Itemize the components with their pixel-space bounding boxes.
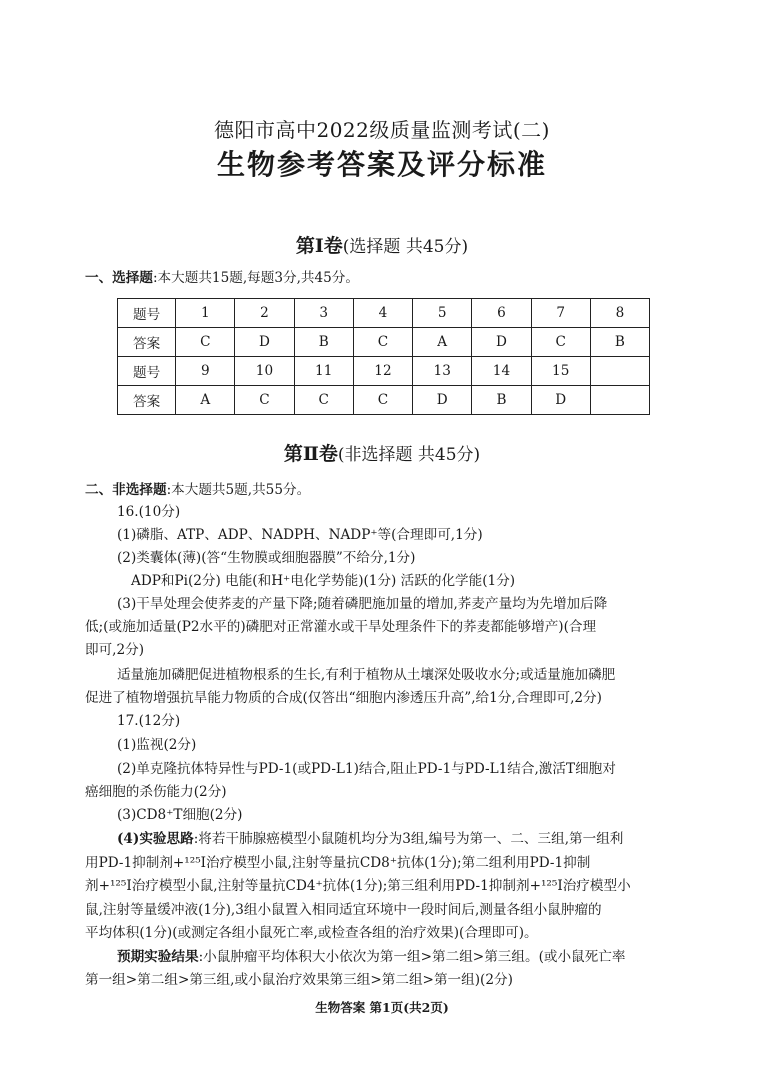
table-cell: C [176, 328, 235, 357]
table-cell: 1 [176, 299, 235, 328]
q17-line: 用PD-1抑制剂+¹²⁵I治疗模型小鼠,注射等量抗CD8⁺抗体(1分);第二组利用PD-1抑制 [85, 855, 591, 871]
q17-line-text: :将若干肺腺癌模型小鼠随机均分为3组,编号为第一、二、三组,第一组利 [193, 831, 624, 847]
table-row [118, 299, 650, 328]
page-footer: 生物答案 第1页(共2页) [315, 1000, 449, 1015]
table-cell: C [531, 328, 590, 357]
q17-line [117, 945, 625, 965]
q17-line [117, 827, 623, 847]
table-cell: A [413, 328, 472, 357]
q16-header: 16.(10分) [117, 504, 181, 520]
table-cell: 5 [413, 299, 472, 328]
part1-intro [85, 266, 359, 286]
q17-line: 平均体积(1分)(或测定各组小鼠死亡率,或检查各组的治疗效果)(合理即可)。 [85, 925, 538, 941]
part1-heading-main: 第Ⅰ卷 [295, 235, 343, 257]
q17-line: 癌细胞的杀伤能力(2分) [85, 784, 227, 800]
table-cell: 3 [294, 299, 353, 328]
table-cell: 6 [472, 299, 531, 328]
table-cell: B [294, 328, 353, 357]
q16-line: 低;(或施加适量(P2水平的)磷肥对正常灌水或干旱处理条件下的荞麦都能够增产)(合理 [85, 619, 597, 635]
part2-intro [85, 478, 310, 498]
q16-line: (1)磷脂、ATP、ADP、NADPH、NADP⁺等(合理即可,1分) [117, 527, 483, 543]
table-cell [590, 386, 649, 415]
q17-line-text: :小鼠肿瘤平均体积大小依次为第一组>第二组>第三组。(或小鼠死亡率 [198, 949, 626, 965]
table-cell: 12 [353, 357, 412, 386]
table-cell: B [472, 386, 531, 415]
table-cell: 题号 [118, 299, 176, 328]
q17-line: (2)单克隆抗体特异性与PD-1(或PD-L1)结合,阻止PD-1与PD-L1结合,激活T细胞对 [117, 761, 616, 777]
part2-heading [0, 439, 764, 466]
part1-heading [0, 231, 764, 258]
table-cell: D [472, 328, 531, 357]
table-row [118, 386, 650, 415]
q17-header: 17.(12分) [117, 713, 181, 729]
table-cell: 9 [176, 357, 235, 386]
q16-line: ADP和Pi(2分) 电能(和H⁺电化学势能)(1分) 活跃的化学能(1分) [131, 573, 516, 589]
table-cell: 4 [353, 299, 412, 328]
table-cell: 14 [472, 357, 531, 386]
q17-line: 鼠,注射等量缓冲液(1分),3组小鼠置入相同适宜环境中一段时间后,测量各组小鼠肿瘤的 [85, 902, 602, 918]
experiment-idea-label: (4)实验思路 [117, 831, 194, 847]
q17-line: 剂+¹²⁵I治疗模型小鼠,注射等量抗CD4⁺抗体(1分);第三组利用PD-1抑制剂+¹²⁵I治疗模型小 [85, 878, 631, 894]
q16-line: (3)干旱处理会使荞麦的产量下降;随着磷肥施加量的增加,荞麦产量均为先增加后降 [117, 596, 608, 612]
q16-line: 适量施加磷肥促进植物根系的生长,有利于植物从土壤深处吸收水分;或适量施加磷肥 [117, 667, 616, 683]
table-cell: 11 [294, 357, 353, 386]
exam-title: 德阳市高中2022级质量监测考试(二) [213, 118, 550, 142]
table-cell: 8 [590, 299, 649, 328]
table-cell: C [294, 386, 353, 415]
table-cell: C [353, 386, 412, 415]
q17-line: 第一组>第二组>第三组,或小鼠治疗效果第三组>第二组>第一组)(2分) [85, 972, 513, 988]
table-cell: D [235, 328, 294, 357]
table-cell: 7 [531, 299, 590, 328]
q16-line: (2)类囊体(薄)(答“生物膜或细胞器膜”不给分,1分) [117, 550, 416, 566]
table-cell: C [353, 328, 412, 357]
table-cell: 13 [413, 357, 472, 386]
part2-heading-main: 第Ⅱ卷 [283, 443, 338, 465]
q17-line: (3)CD8⁺T细胞(2分) [117, 807, 243, 823]
table-cell: 题号 [118, 357, 176, 386]
part1-intro-text: :本大题共15题,每题3分,共45分。 [152, 270, 359, 286]
table-cell: D [531, 386, 590, 415]
table-cell: 答案 [118, 328, 176, 357]
q16-line: 即可,2分) [85, 642, 145, 658]
part2-intro-text: :本大题共5题,共55分。 [166, 482, 311, 498]
table-cell: 10 [235, 357, 294, 386]
table-row [118, 328, 650, 357]
table-row [118, 357, 650, 386]
part1-heading-sub: (选择题 共45分) [342, 237, 469, 257]
table-cell: 15 [531, 357, 590, 386]
table-cell: B [590, 328, 649, 357]
q17-line: (1)监视(2分) [117, 737, 197, 753]
table-cell: 答案 [118, 386, 176, 415]
answer-table [117, 298, 650, 415]
part1-intro-label: 一、选择题 [85, 270, 153, 286]
table-cell [590, 357, 649, 386]
table-cell: D [413, 386, 472, 415]
expected-result-label: 预期实验结果 [117, 949, 199, 965]
table-cell: A [176, 386, 235, 415]
q16-line: 促进了植物增强抗旱能力物质的合成(仅答出“细胞内渗透压升高”,给1分,合理即可,2分) [85, 690, 602, 706]
table-cell: C [235, 386, 294, 415]
document-subtitle: 生物参考答案及评分标准 [216, 148, 547, 181]
table-cell: 2 [235, 299, 294, 328]
part2-intro-label: 二、非选择题 [85, 482, 167, 498]
part2-heading-sub: (非选择题 共45分) [337, 445, 481, 465]
